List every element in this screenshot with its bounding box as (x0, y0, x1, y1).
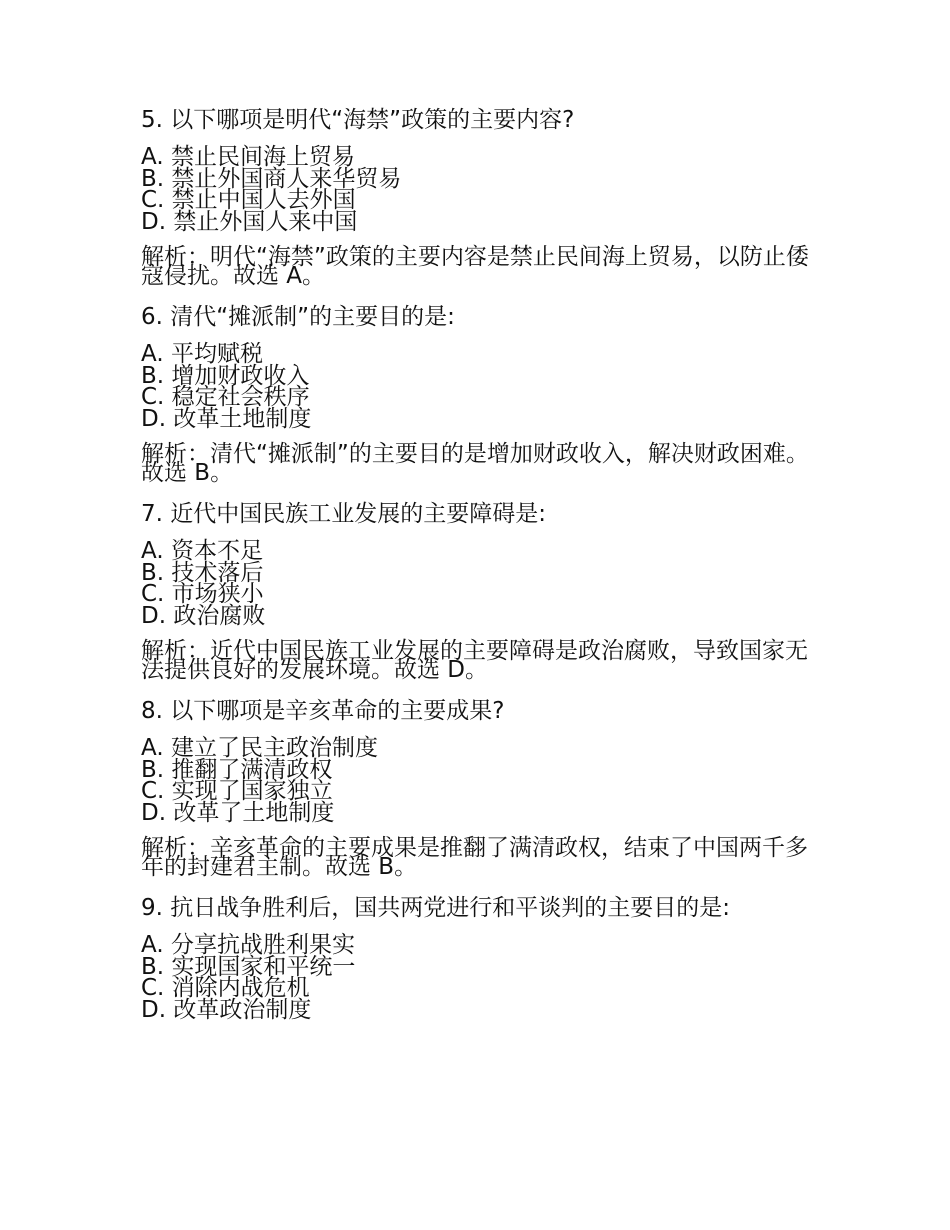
option-c: C. 消除内战危机 (141, 975, 310, 1001)
document-page (141, 103, 821, 1021)
options-list (141, 735, 821, 826)
question-block (141, 891, 821, 1021)
option-b: B. 禁止外国商人来华贸易 (141, 165, 402, 192)
question-text: 7. 近代中国民族工业发展的主要障碍是: (141, 501, 547, 527)
option-d: D. 改革土地制度 (141, 405, 312, 432)
question-text: 9. 抗日战争胜利后，国共两党进行和平谈判的主要目的是: (141, 895, 731, 921)
option-c: C. 实现了国家独立 (141, 778, 333, 804)
options-list (141, 538, 821, 629)
option-a: A. 平均赋税 (141, 341, 263, 367)
option-b: B. 实现国家和平统一 (141, 953, 356, 980)
option-c: C. 市场狭小 (141, 581, 264, 607)
question-block (141, 103, 821, 289)
options-list (141, 144, 821, 235)
question-block (141, 300, 821, 486)
options-list (141, 341, 821, 432)
options-list (141, 932, 821, 1023)
option-c: C. 稳定社会秩序 (141, 384, 310, 410)
analysis-text: 解析：清代“摊派制”的主要目的是增加财政收入，解决财政困难。故选 B。 (141, 441, 809, 486)
question-text: 5. 以下哪项是明代“海禁”政策的主要内容? (141, 107, 575, 133)
option-a: A. 资本不足 (141, 538, 263, 564)
option-d: D. 改革了土地制度 (141, 799, 335, 826)
option-d: D. 政治腐败 (141, 602, 266, 629)
option-b: B. 增加财政收入 (141, 362, 310, 389)
question-block (141, 497, 821, 683)
analysis-text: 解析：辛亥革命的主要成果是推翻了满清政权，结束了中国两千多年的封建君主制。故选 B。 (141, 835, 808, 880)
option-b: B. 技术落后 (141, 559, 264, 586)
question-block (141, 694, 821, 880)
option-b: B. 推翻了满清政权 (141, 756, 333, 783)
analysis-text: 解析：明代“海禁”政策的主要内容是禁止民间海上贸易，以防止倭寇侵扰。故选 A。 (141, 244, 809, 289)
question-text: 8. 以下哪项是辛亥革命的主要成果? (141, 698, 505, 724)
question-text: 6. 清代“摊派制”的主要目的是: (141, 304, 455, 330)
option-c: C. 禁止中国人去外国 (141, 187, 356, 213)
option-a: A. 建立了民主政治制度 (141, 735, 378, 761)
option-d: D. 改革政治制度 (141, 996, 312, 1023)
option-a: A. 禁止民间海上贸易 (141, 144, 355, 170)
option-a: A. 分享抗战胜利果实 (141, 932, 355, 958)
option-d: D. 禁止外国人来中国 (141, 208, 358, 235)
analysis-text: 解析：近代中国民族工业发展的主要障碍是政治腐败，导致国家无法提供良好的发展环境。故选 D。 (141, 638, 808, 683)
